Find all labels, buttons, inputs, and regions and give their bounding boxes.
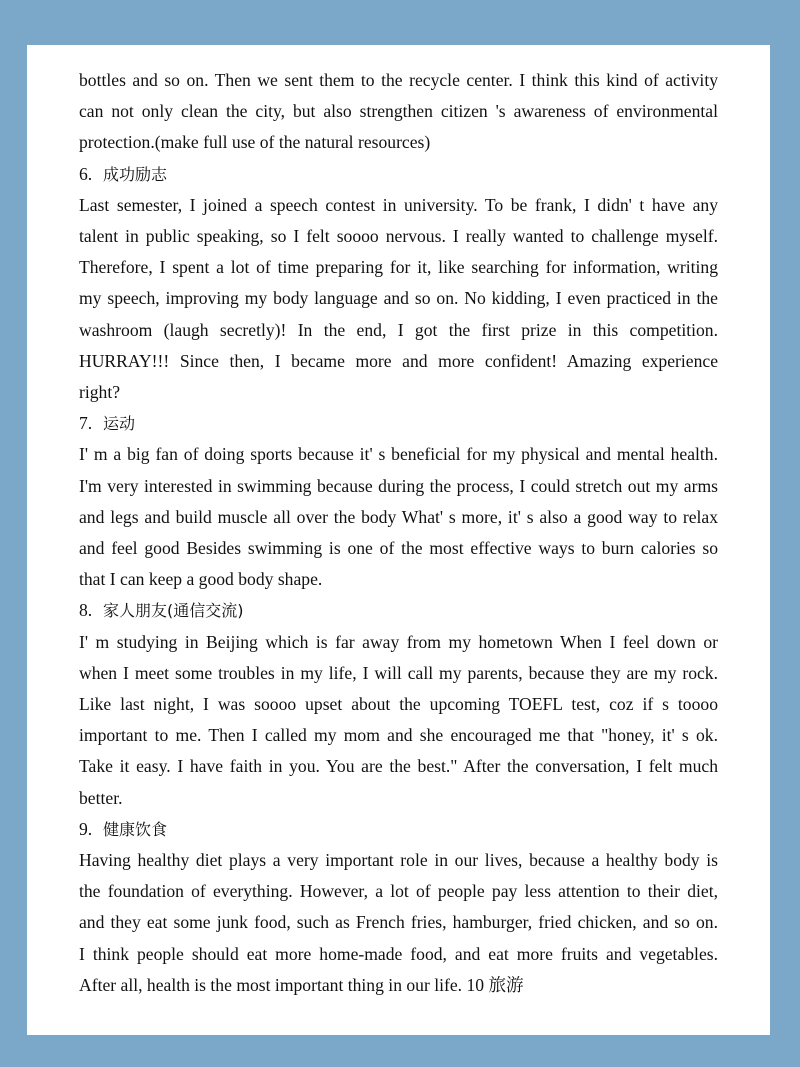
text-line: HURRAY!!! Since then, I became more and more confident! Amazing experience bbox=[79, 350, 718, 371]
text-line: Take it easy. I have faith in you. You are the best." After the conversation, I felt much bbox=[79, 756, 718, 777]
section-heading-7 bbox=[79, 408, 718, 439]
section-title: 家人朋友(通信交流) bbox=[103, 601, 244, 621]
text-line: I' m a big fan of doing sports because it' s beneficial for my physical and mental health. bbox=[79, 444, 718, 465]
text-line: and feel good Besides swimming is one of the most effective ways to burn calories so bbox=[79, 538, 718, 559]
text-line: Last semester, I joined a speech contest in university. To be frank, I didn' t have any bbox=[79, 194, 718, 215]
text-line: that I can keep a good body shape. bbox=[79, 569, 323, 590]
text-line: Like last night, I was soooo upset about the upcoming TOEFL test, coz if s toooo bbox=[79, 694, 718, 715]
paragraph-sports bbox=[79, 439, 718, 595]
paragraph-speech-contest bbox=[79, 190, 718, 408]
section-heading-9 bbox=[79, 814, 718, 845]
text-line: important to me. Then I called my mom and she encouraged me that "honey, it' s ok. bbox=[79, 725, 718, 746]
section-title: 健康饮食 bbox=[103, 819, 168, 839]
text-line: I think people should eat more home-made food, and eat more fruits and vegetables. bbox=[79, 943, 718, 964]
text-line: washroom (laugh secretly)! In the end, I got the first prize in this competition. bbox=[79, 319, 718, 340]
section-title: 运动 bbox=[103, 414, 136, 434]
text-line: when I meet some troubles in my life, I will call my parents, because they are my rock. bbox=[79, 662, 718, 683]
text-line: my speech, improving my body language and so on. No kidding, I even practiced in the bbox=[79, 288, 718, 309]
section-number: 8. bbox=[79, 600, 93, 621]
section-heading-6 bbox=[79, 159, 718, 190]
text-line: and they eat some junk food, such as French fries, hamburger, fried chicken, and so on. bbox=[79, 912, 718, 933]
document-page bbox=[27, 45, 770, 1035]
text-line: better. bbox=[79, 787, 123, 808]
text-line: and legs and build muscle all over the body What' s more, it' s also a good way to relax bbox=[79, 506, 718, 527]
text-line: I'm very interested in swimming because during the process, I could stretch out my arms bbox=[79, 475, 718, 496]
text-line: right? bbox=[79, 382, 121, 403]
text-line: talent in public speaking, so I felt soooo nervous. I really wanted to challenge myself. bbox=[79, 226, 718, 247]
section-number: 7. bbox=[79, 413, 93, 434]
text-line: I' m studying in Beijing which is far away from my hometown When I feel down or bbox=[79, 631, 718, 652]
text-line: Having healthy diet plays a very important role in our lives, because a healthy body is bbox=[79, 850, 718, 871]
text-line: bottles and so on. Then we sent them to the recycle center. I think this kind of activity bbox=[79, 70, 718, 90]
section-heading-8 bbox=[79, 595, 718, 626]
paragraph-healthy-diet bbox=[79, 845, 718, 1001]
section-number: 9. bbox=[79, 818, 93, 839]
text-line: can not only clean the city, but also strengthen citizen 's awareness of environmental bbox=[79, 101, 718, 122]
paragraph-recycling-end bbox=[79, 65, 718, 159]
section-number: 6. bbox=[79, 163, 93, 184]
section-title: 成功励志 bbox=[103, 164, 168, 184]
paragraph-family bbox=[79, 627, 718, 814]
text-line: After all, health is the most important thing in our life. 10 旅游 bbox=[79, 974, 524, 995]
text-line: protection.(make full use of the natural resources) bbox=[79, 132, 431, 153]
text-line: Therefore, I spent a lot of time preparing for it, like searching for information, writing bbox=[79, 257, 718, 278]
text-line: the foundation of everything. However, a lot of people pay less attention to their diet, bbox=[79, 881, 718, 902]
